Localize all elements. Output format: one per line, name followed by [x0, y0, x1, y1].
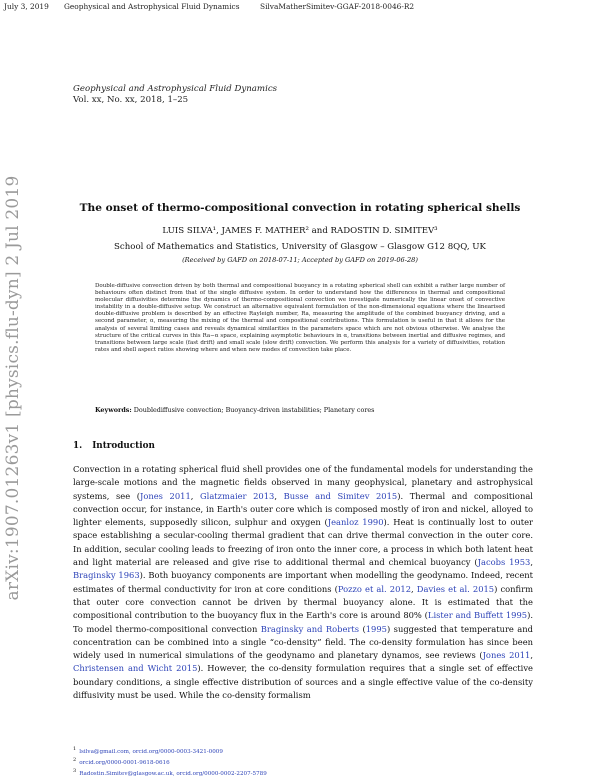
abstract: Double-diffusive convection driven by both thermal and compositional buoyancy in a rotating spherical shell can exhibit a rather large number of behaviours often distinct from that of the single diffusive system. In order to understand how the differences in thermal and compositional molecular diffusivities determine the dynamics of thermo-compositional convection we investigate numerically the linear onset of convective instability in a double-diffusive setup. We construct an alternative equivalent formulation of the non-dimensional equations where the linearised double-diffusive problem is described by an effective Rayleigh number, Ra, measuring the amplitude of the combined buoyancy driving, and a second parameter, α, measuring the mixing of the thermal and compositional contributions. This formulation is useful in that it allows for the analysis of several limiting cases and reveals dynamical similarities in the parameters space which are not obvious otherwise. We analyse the structure of the critical curves in this Ra−α space, explaining asymptotic behaviours in α, transitions between inertial and diffusive regimes, and transitions between large scale (fast drift) and small scale (slow drift) convection. We perform this analysis for a variety of diffusivities, rotation rates and shell aspect ratios showing where and when new modes of convection take place. [95, 283, 505, 353]
header-date: July 3, 2019 [4, 2, 49, 11]
keywords [95, 406, 374, 414]
citation-link[interactable]: Pozzo et al. 2012 [337, 583, 412, 594]
section-title: Introduction [92, 441, 155, 451]
footnote-link[interactable]: lsilva@gmail.com, orcid.org/0000-0003-3421-0009 [79, 748, 223, 755]
keywords-label: Keywords: [95, 406, 132, 414]
text-run: , [411, 583, 417, 594]
footnote [73, 756, 267, 767]
text-run: Convection in a rotating spherical fluid shell provides one of the fundamental models for understanding the large-scale motions and the magnetic fields observed in many geophysical, planetary and astrophysical systems, see ( [73, 464, 533, 501]
citation-link[interactable]: Glatzmaier 2013 [200, 490, 275, 501]
text-run: , [190, 490, 200, 501]
text-run: , [530, 650, 533, 661]
citation-link[interactable]: Busse and Simitev 2015 [283, 490, 398, 501]
received-dates: (Received by GAFD on 2018-07-11; Accepted by GAFD on 2019-06-28) [182, 256, 418, 264]
journal-volume: Vol. xx, No. xx, 2018, 1–25 [73, 95, 189, 105]
text-run: ). To model thermo-compositional convection [73, 610, 533, 634]
citation-link[interactable]: Christensen and Wicht 2015 [73, 663, 198, 674]
text-run: ). Heat is continually lost to outer space establishing a secular-cooling thermal gradient that can drive thermal convection in the outer core. In addition, secular cooling leads to freezing of iron onto the inner core, a process in which both latent heat and light material are released and give rise to additional thermal and chemical buoyancy ( [73, 517, 533, 568]
citation-link[interactable]: Braginsky 1963 [73, 570, 140, 581]
citation-link[interactable]: Jacobs 1953 [477, 557, 531, 568]
citation-link[interactable]: Lister and Buffett 1995 [427, 610, 528, 621]
citation-link[interactable]: Braginsky and Roberts [260, 623, 360, 634]
text-run: , [274, 490, 284, 501]
text-run: ( [359, 623, 366, 634]
journal-block [73, 84, 277, 106]
text-run: ) confirm that outer core convection cannot be driven by thermal buoyancy alone. It is estimated that the compositional contribution to the buoyancy flux in the Earth's core is around 80% ( [73, 583, 533, 621]
section-number: 1. [73, 441, 83, 451]
arxiv-stamp[interactable] [0, 175, 30, 601]
introduction-paragraph [73, 463, 533, 702]
header-code: SilvaMatherSimitev-GGAF-2018-0046-R2 [260, 2, 415, 11]
affiliation: School of Mathematics and Statistics, University of Glasgow – Glasgow G12 8QQ, UK [114, 242, 486, 252]
keywords-list: Doublediffusive convection; Buoyancy-driven instabilities; Planetary cores [133, 406, 375, 414]
footnote-link[interactable]: orcid.org/0000-0001-9618-0616 [79, 759, 170, 766]
text-run: , [530, 557, 534, 568]
running-header [0, 2, 600, 14]
citation-link[interactable]: Davies et al. 2015 [416, 583, 495, 594]
footnote-mark: 3 [73, 767, 77, 774]
text-run: ). However, the co-density formulation requires that a single set of effective boundary conditions, a single effective distribution of sources and a single effective value of the co-density diffusivity must be used. While the co-density formalism [73, 663, 533, 701]
citation-link[interactable]: Jeanloz 1990 [327, 517, 384, 528]
paper-title: The onset of thermo-compositional convection in rotating spherical shells [79, 202, 521, 214]
header-journal: Geophysical and Astrophysical Fluid Dynamics [64, 2, 240, 11]
text-run: ). Both buoyancy components are important when modelling the geodynamo. Indeed, recent estimates of thermal conductivity for iron at core conditions ( [73, 570, 533, 594]
text-run: ). Thermal and compositional convection occur, for instance, in Earth's outer core which is composed mostly of iron and nickel, alloyed to lighter elements, supposedly silicon, sulphur and oxygen ( [73, 490, 533, 528]
footnote-mark: 1 [73, 746, 77, 752]
journal-name: Geophysical and Astrophysical Fluid Dynamics [73, 84, 278, 94]
text-run: ) suggested that temperature and concentration can be combined into a single “co-density” field. The co-density formulation has since been widely used in numerical simulations of the geodynamo and planetary dynamos, see reviews ( [73, 623, 533, 661]
arxiv-identifier: arXiv:1907.01263v1 [physics.flu-dyn] 2 Jul 2019 [3, 175, 23, 601]
citation-link[interactable]: Jones 2011 [482, 650, 531, 661]
author-list: LUIS SILVA¹, JAMES F. MATHER² and RADOSTIN D. SIMITEV³ [162, 226, 438, 236]
footnote-mark: 2 [73, 756, 77, 763]
footnote [73, 745, 267, 756]
section-heading [73, 441, 155, 451]
citation-link[interactable]: Jones 2011 [139, 490, 191, 501]
footnotes [73, 745, 267, 778]
citation-link[interactable]: 1995 [365, 623, 387, 634]
footnote-link[interactable]: Radostin.Simitev@glasgow.ac.uk, orcid.org/0000-0002-2207-5789 [79, 770, 267, 777]
